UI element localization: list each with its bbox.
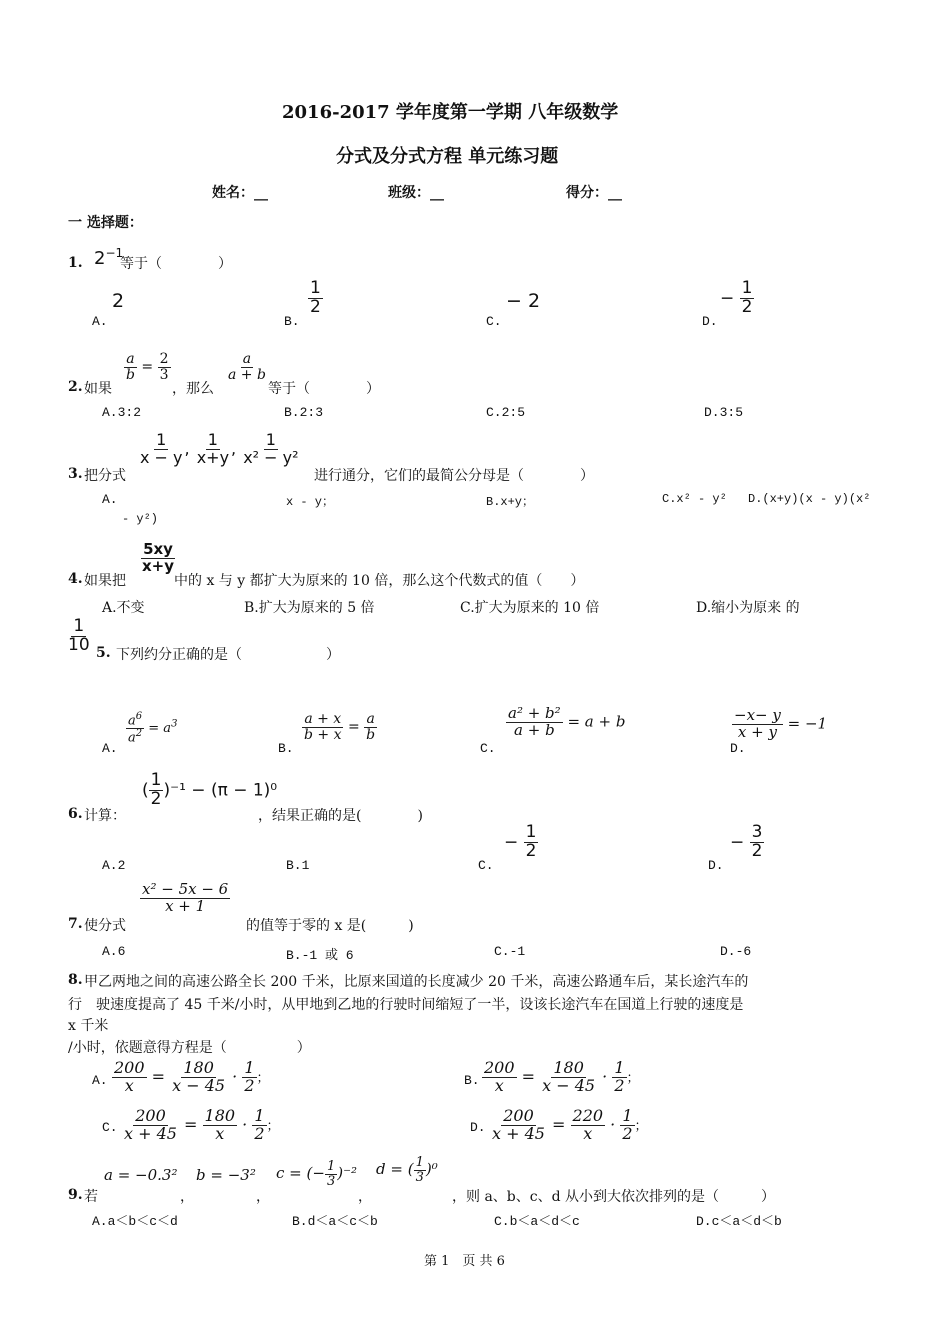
question-text: ，则 a、b、c、d 从小到大依次排列的是（ ） bbox=[452, 1189, 776, 1205]
section-title: 一 选择题： bbox=[68, 215, 143, 231]
option-a: A. bbox=[102, 741, 118, 756]
fraction-denominator: b bbox=[126, 366, 135, 383]
q9-b-expression: b = −3² bbox=[196, 1166, 256, 1184]
option-d: D. bbox=[708, 858, 724, 873]
option-b-fraction bbox=[308, 280, 323, 317]
question-text: ，那么 bbox=[172, 381, 214, 397]
fraction-numerator: 1 bbox=[525, 822, 537, 842]
fraction-denominator: 2 bbox=[614, 1075, 625, 1095]
option-d-fraction bbox=[720, 280, 754, 317]
fraction-denominator: x + 45 bbox=[492, 1123, 545, 1143]
q9-a-expression: a = −0.3² bbox=[104, 1166, 178, 1184]
semicolon: ； bbox=[626, 1070, 640, 1086]
fraction-denominator: b bbox=[366, 726, 376, 743]
fraction-numerator: 5xy bbox=[143, 540, 173, 558]
option-a-value: 2 bbox=[112, 290, 125, 312]
option-b: B.扩大为原来的 5 倍 bbox=[244, 600, 375, 616]
question-number: 3. bbox=[68, 466, 83, 482]
fraction-numerator: 1 bbox=[150, 770, 162, 790]
q1-exponent: −1 bbox=[105, 246, 124, 260]
option-d-fraction: − $\frac{3}{2}$ bbox=[730, 822, 763, 861]
page-title: 2016-2017 学年度第一学期 八年级数学 bbox=[282, 102, 619, 123]
fraction-numerator: 1 bbox=[614, 1058, 625, 1077]
fraction-numerator: 180 bbox=[204, 1106, 236, 1125]
open-paren: ( bbox=[142, 780, 149, 801]
fraction-numerator: 200 bbox=[484, 1058, 515, 1077]
option-d: D.c＜a＜d＜b bbox=[696, 1214, 782, 1229]
question-number: 7. bbox=[68, 916, 83, 932]
option-c-fraction: − $\frac{1}{2}$ bbox=[504, 822, 537, 861]
fraction-numerator: 180 bbox=[553, 1058, 584, 1077]
q2-condition bbox=[124, 352, 171, 382]
fraction-denominator: x + y bbox=[737, 722, 777, 741]
fraction-numerator: a² + b² bbox=[508, 704, 561, 722]
option-b: B. bbox=[284, 314, 300, 329]
fraction-denominator: 2 bbox=[244, 1075, 255, 1095]
fraction-numerator: 1 bbox=[156, 430, 167, 449]
question-text: 下列约分正确的是（ ） bbox=[116, 647, 340, 663]
option-c-value: − 2 bbox=[506, 290, 541, 312]
fraction-denominator: a + b bbox=[228, 366, 266, 383]
q1-expression bbox=[94, 246, 123, 269]
option-a: A.3:2 bbox=[102, 405, 142, 420]
question-text: ，结果正确的是( ) bbox=[258, 808, 423, 824]
question-text: 等于（ ） bbox=[120, 256, 232, 272]
question-text-line-3: x 千米 bbox=[68, 1018, 109, 1034]
question-number: 4. bbox=[68, 571, 83, 587]
option-d: D.(x+y)(x - y)(x² bbox=[748, 492, 871, 506]
q6-expression-rest: )⁻¹ − (π − 1)⁰ bbox=[163, 780, 278, 801]
q7-fraction bbox=[140, 882, 230, 915]
fraction-numerator: a + x bbox=[304, 711, 342, 727]
fraction-denominator: b + x bbox=[304, 726, 342, 743]
option-c: C. bbox=[486, 314, 502, 329]
fraction-denominator: 3 bbox=[326, 1173, 336, 1189]
option-d: D. bbox=[470, 1120, 486, 1135]
question-text: 若 bbox=[84, 1189, 98, 1205]
fraction-denominator: 3 bbox=[159, 366, 169, 383]
option-c: C.扩大为原来的 10 倍 bbox=[460, 600, 600, 616]
fraction-denominator: x bbox=[124, 1075, 134, 1095]
fraction-denominator: x+y bbox=[142, 556, 175, 575]
separator: ， bbox=[358, 1189, 372, 1205]
question-number: 9. bbox=[68, 1187, 83, 1203]
fraction-denominator: a + b bbox=[514, 720, 555, 739]
q9-c-expression bbox=[276, 1160, 357, 1188]
option-b: B. bbox=[464, 1073, 480, 1088]
option-a: A. bbox=[102, 492, 118, 507]
fraction-numerator: 180 bbox=[183, 1058, 214, 1077]
option-d-fraction bbox=[66, 618, 92, 655]
fraction-numerator: 1 bbox=[326, 1159, 336, 1174]
question-text-line-1: 甲乙两地之间的高速公路全长 200 千米，比原来国道的长度减少 20 千米，高速公路通车后，某长途汽车的 bbox=[84, 974, 749, 990]
question-text: 的值等于零的 x 是( ) bbox=[246, 918, 414, 934]
q1-base: 2 bbox=[94, 248, 106, 269]
option-b: B.1 bbox=[286, 858, 310, 873]
fraction-numerator: −x− y bbox=[734, 706, 781, 724]
fraction-denominator: x − 45 bbox=[542, 1075, 596, 1095]
option-d-expression bbox=[732, 708, 827, 741]
class-field: 班级：__ bbox=[388, 185, 444, 201]
option-c-equation: $\frac{200}{x + 45}$ = $\frac{180}{x}$ · $\frac{1}{2}$ ； bbox=[124, 1106, 280, 1143]
option-d-equation: $\frac{200}{x + 45}$ = $\frac{220}{x}$ · $\frac{1}{2}$ ； bbox=[492, 1106, 648, 1143]
fraction-numerator: 1 bbox=[741, 278, 753, 298]
fraction-denominator: x − y bbox=[140, 447, 183, 467]
option-c: C. bbox=[478, 858, 494, 873]
option-c: C.x² - y² bbox=[662, 492, 727, 506]
option-d: D.3:5 bbox=[704, 405, 744, 420]
semicolon: ； bbox=[634, 1118, 648, 1134]
option-a: A. bbox=[92, 314, 108, 329]
fraction-numerator: 1 bbox=[207, 430, 218, 449]
question-text-line-2: 行 驶速度提高了 45 千米/小时，从甲地到乙地的行驶时间缩短了一半，设该长途汽车在国道上行驶的速度是 bbox=[68, 997, 744, 1013]
option-a: A.2 bbox=[102, 858, 126, 873]
option-a: A.a＜b＜c＜d bbox=[92, 1214, 178, 1229]
fraction-denominator: x+y bbox=[196, 447, 230, 467]
question-text: 使分式 bbox=[84, 918, 126, 934]
minus-sign: − bbox=[720, 288, 735, 309]
question-number: 6. bbox=[68, 806, 83, 822]
fraction-denominator: x bbox=[494, 1075, 504, 1095]
separator: ， bbox=[180, 1189, 194, 1205]
option-b: B.x+y； bbox=[486, 495, 535, 509]
fraction-numerator: 1 bbox=[415, 1155, 424, 1170]
fraction-numerator: 2 bbox=[159, 351, 169, 367]
option-b: B.2:3 bbox=[284, 405, 324, 420]
option-c-rhs: = a + b bbox=[567, 712, 626, 731]
option-b-equation: $\frac{200}{x}$ = $\frac{180}{x - 45}$ · $\frac{1}{2}$ ； bbox=[484, 1058, 640, 1095]
fraction-numerator: a bbox=[126, 351, 135, 367]
option-c: C. bbox=[102, 1120, 118, 1135]
option-d: D. bbox=[730, 741, 746, 756]
question-number: 2. bbox=[68, 379, 83, 395]
fraction-denominator: x bbox=[215, 1123, 225, 1143]
fraction-numerator: a bbox=[366, 711, 375, 727]
question-text: 如果 bbox=[84, 381, 112, 397]
fraction-numerator: 1 bbox=[265, 430, 276, 449]
question-text: 等于（ ） bbox=[268, 381, 380, 397]
option-d-continued: - y²) bbox=[122, 512, 159, 526]
fraction-denominator: x + 45 bbox=[124, 1123, 177, 1143]
fraction-numerator: 1 bbox=[254, 1106, 265, 1125]
semicolon: ； bbox=[256, 1070, 270, 1086]
option-c: C. bbox=[480, 741, 496, 756]
c-suffix: )⁻² bbox=[337, 1164, 358, 1183]
q9-d-expression bbox=[376, 1156, 438, 1184]
fraction-denominator: 2 bbox=[254, 1123, 265, 1143]
score-field: 得分：__ bbox=[566, 185, 622, 201]
option-a: A.不变 bbox=[102, 600, 145, 616]
option-d-rhs: = −1 bbox=[787, 714, 828, 733]
q2-target-fraction bbox=[226, 352, 268, 382]
fraction-denominator: x − 45 bbox=[172, 1075, 226, 1095]
option-c: C.2:5 bbox=[486, 405, 526, 420]
question-text: 进行通分，它们的最简公分母是（ ） bbox=[314, 468, 594, 484]
question-text: 中的 x 与 y 都扩大为原来的 10 倍，那么这个代数式的值（ ） bbox=[174, 573, 585, 589]
option-c: C.b＜a＜d＜c bbox=[494, 1214, 580, 1229]
fraction-numerator: x² − 5x − 6 bbox=[142, 880, 229, 898]
question-text: 计算： bbox=[84, 808, 126, 824]
fraction-numerator: a bbox=[242, 351, 252, 367]
fraction-denominator: 3 bbox=[415, 1169, 424, 1185]
option-b-expression: $\frac{a + x}{b + x}$ = $\frac{a}{b}$ bbox=[304, 711, 376, 743]
option-a: A. bbox=[92, 1073, 108, 1088]
fraction-denominator: 2 bbox=[310, 296, 321, 317]
option-d: D. bbox=[702, 314, 718, 329]
q4-fraction bbox=[140, 542, 176, 575]
option-d: D.缩小为原来 的 bbox=[696, 600, 800, 616]
fraction-denominator: 2 bbox=[622, 1123, 633, 1143]
fraction-numerator: 220 bbox=[572, 1106, 604, 1125]
option-a-equation: $\frac{200}{x}$ = $\frac{180}{x - 45}$ · $\frac{1}{2}$ ； bbox=[114, 1058, 270, 1095]
name-field: 姓名：__ bbox=[212, 185, 268, 201]
question-number: 1. bbox=[68, 255, 83, 271]
fraction-denominator: 10 bbox=[68, 634, 90, 655]
fraction-numerator: 1 bbox=[73, 616, 85, 636]
d-prefix: d = ( bbox=[376, 1160, 414, 1179]
fraction-numerator: 1 bbox=[310, 278, 321, 298]
option-a: A.6 bbox=[102, 944, 126, 959]
page-footer: 第 1 页 共 6 bbox=[424, 1254, 505, 1269]
equals-sign: = bbox=[141, 359, 154, 376]
fraction-denominator: x bbox=[583, 1123, 593, 1143]
fraction-numerator: 200 bbox=[503, 1106, 534, 1125]
q3-fractions: $\frac{1}{x - y}$ , $\frac{1}{x+y}$ , $\frac{1}{\text{x² − y²}}$ bbox=[140, 430, 299, 467]
fraction-denominator: x² − y² bbox=[243, 447, 299, 467]
q6-expression bbox=[142, 772, 277, 809]
page-subtitle: 分式及分式方程 单元练习题 bbox=[336, 146, 559, 167]
fraction-denominator: 2 bbox=[751, 840, 763, 861]
fraction-denominator: 2 bbox=[525, 840, 537, 861]
fraction-numerator: 3 bbox=[751, 822, 763, 842]
option-a-expression: $\frac{a^6}{a^2}$ = $a^3$ bbox=[128, 711, 178, 746]
option-d: D.-6 bbox=[720, 944, 752, 959]
option-b: B.d＜a＜c＜b bbox=[292, 1214, 378, 1229]
fraction-numerator: 200 bbox=[114, 1058, 145, 1077]
option-c-expression bbox=[506, 706, 625, 739]
question-text: 把分式 bbox=[84, 468, 126, 484]
semicolon: ； bbox=[266, 1118, 280, 1134]
separator: ， bbox=[256, 1189, 270, 1205]
c-prefix: c = (− bbox=[276, 1164, 325, 1183]
option-c: C.-1 bbox=[494, 944, 526, 959]
d-suffix: )⁰ bbox=[425, 1160, 438, 1179]
question-text-line-4: /小时，依题意得方程是（ ） bbox=[68, 1040, 311, 1056]
fraction-denominator: 2 bbox=[741, 296, 753, 317]
question-text: 如果把 bbox=[84, 573, 126, 589]
fraction-numerator: 1 bbox=[622, 1106, 633, 1125]
option-b: B. bbox=[278, 741, 294, 756]
fraction-denominator: x + 1 bbox=[165, 896, 206, 915]
option-a-value: x - y； bbox=[286, 495, 335, 509]
option-b: B.-1 或 6 bbox=[286, 948, 354, 963]
question-number: 5. bbox=[96, 645, 111, 661]
fraction-denominator: 2 bbox=[150, 788, 162, 809]
fraction-numerator: 200 bbox=[135, 1106, 166, 1125]
fraction-numerator: 1 bbox=[244, 1058, 255, 1077]
question-number: 8. bbox=[68, 972, 83, 988]
